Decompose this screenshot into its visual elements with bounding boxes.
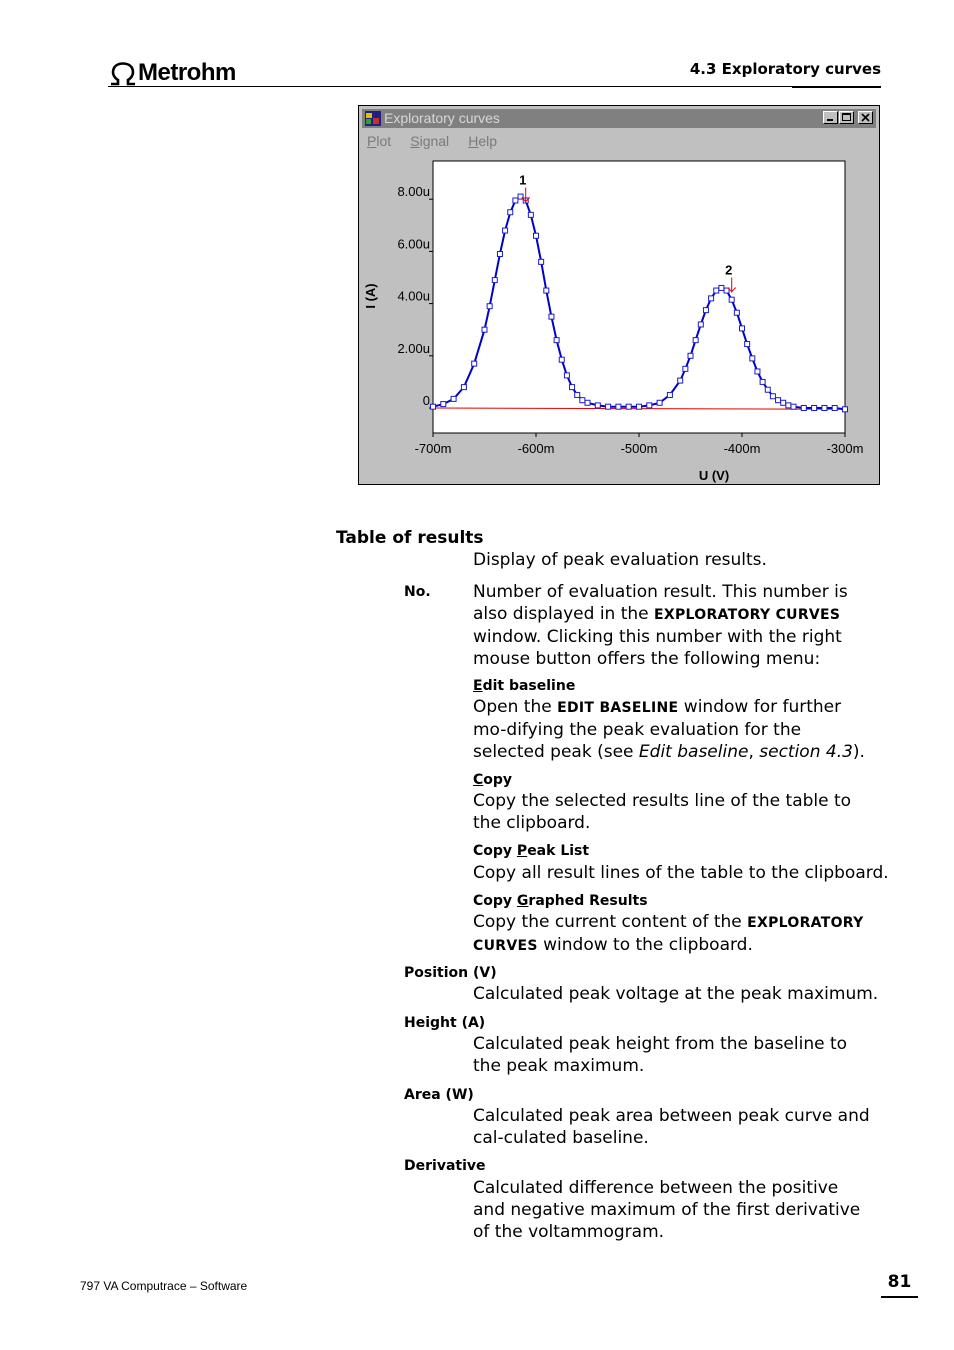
menu-signal[interactable]: Signal	[410, 133, 450, 149]
data-point-marker	[693, 338, 698, 343]
window-title: Exploratory curves	[384, 110, 500, 126]
data-point-marker	[776, 398, 781, 403]
x-tick-label: -700m	[414, 441, 452, 456]
menu-copy-graphed-description: Copy the current content of the EXPLORATORY CURVES window to the clipboard.	[473, 912, 864, 955]
running-header-section: 4.3 Exploratory curves	[689, 60, 881, 78]
y-tick-label: 6.00u	[397, 236, 430, 252]
data-point-marker	[513, 198, 518, 203]
data-point-marker	[637, 404, 642, 409]
peak-number-label[interactable]: 1	[519, 172, 527, 188]
y-axis-label: I (A)	[363, 283, 378, 309]
term-area-description: Calculated peak area between peak curve and cal-culated baseline.	[473, 1106, 870, 1148]
data-point-marker	[492, 278, 497, 283]
data-point-marker	[606, 404, 611, 409]
term-no-description: Number of evaluation result. This number is also displayed in the EXPLORATORY CURVES window. Clicking this number with the right mouse button offers the following menu:	[473, 582, 848, 669]
term-derivative: Derivative	[404, 1158, 486, 1174]
data-point-marker	[755, 369, 760, 374]
data-point-marker	[534, 233, 539, 238]
menu-edit-baseline-description: Open the EDIT BASELINE window for further mo-difying the peak evaluation for the selected peak (see Edit baseline, section 4.3).	[473, 697, 865, 762]
data-point-marker	[528, 212, 533, 217]
data-point-marker	[683, 366, 688, 371]
term-height-description: Calculated peak height from the baseline to the peak maximum.	[473, 1034, 848, 1076]
x-tick-label: -300m	[826, 441, 864, 456]
data-point-marker	[585, 400, 590, 405]
x-tick-label: -500m	[620, 441, 658, 456]
data-point-marker	[616, 404, 621, 409]
data-point-marker	[843, 407, 848, 412]
menu-copy-graphed-results: Copy Graphed Results	[473, 893, 648, 909]
data-point-marker	[564, 373, 569, 378]
data-point-marker	[678, 378, 683, 383]
data-point-marker	[508, 210, 513, 215]
menu-edit-baseline: Edit baseline	[473, 678, 576, 694]
plot-area	[433, 161, 845, 433]
data-point-marker	[703, 308, 708, 313]
data-point-marker	[791, 404, 796, 409]
header-rule	[108, 86, 881, 87]
data-point-marker	[750, 356, 755, 361]
menu-help[interactable]: Help	[468, 133, 498, 149]
data-point-marker	[765, 387, 770, 392]
footer-document-title: 797 VA Computrace – Software	[80, 1279, 248, 1293]
data-point-marker	[595, 403, 600, 408]
term-position: Position (V)	[404, 965, 497, 981]
data-point-marker	[626, 404, 631, 409]
term-position-description: Calculated peak voltage at the peak maximum.	[473, 984, 879, 1004]
data-point-marker	[580, 398, 585, 403]
header-rule-accent	[792, 86, 881, 88]
menu-copy-description: Copy the selected results line of the table to the clipboard.	[473, 791, 852, 833]
brand-name: Metrohm	[138, 59, 236, 86]
data-point-marker	[559, 357, 564, 362]
section-heading: Table of results	[336, 528, 484, 548]
data-point-marker	[575, 392, 580, 397]
data-point-marker	[729, 297, 734, 302]
data-point-marker	[719, 285, 724, 290]
y-tick-label: 8.00u	[397, 184, 430, 200]
page-number-rule	[881, 1296, 918, 1298]
data-point-marker	[441, 402, 446, 407]
term-no: No.	[404, 584, 431, 600]
data-point-marker	[822, 406, 827, 411]
data-point-marker	[451, 396, 456, 401]
data-point-marker	[781, 400, 786, 405]
data-point-marker	[503, 228, 508, 233]
data-point-marker	[549, 314, 554, 319]
exploratory-curve-plot[interactable]	[359, 106, 879, 484]
data-point-marker	[431, 404, 436, 409]
term-derivative-description: Calculated difference between the positive and negative maximum of the first derivative of the voltammogram.	[473, 1178, 861, 1242]
data-point-marker	[570, 385, 575, 390]
y-tick-label: 0	[422, 393, 430, 408]
data-point-marker	[487, 304, 492, 309]
menu-copy-peak-list-description: Copy all result lines of the table to the clipboard.	[473, 863, 889, 883]
data-point-marker	[760, 379, 765, 384]
data-point-marker	[714, 288, 719, 293]
menu-copy: Copy	[473, 772, 513, 788]
data-point-marker	[740, 326, 745, 331]
y-tick-label: 2.00u	[397, 340, 430, 356]
data-point-marker	[554, 338, 559, 343]
data-point-marker	[647, 403, 652, 408]
section-intro: Display of peak evaluation results.	[473, 550, 767, 570]
term-height: Height (A)	[404, 1015, 486, 1031]
x-tick-label: -400m	[723, 441, 761, 456]
page-number: 81	[887, 1272, 912, 1292]
data-point-marker	[544, 288, 549, 293]
menu-copy-peak-list: Copy Peak List	[473, 843, 590, 859]
data-point-marker	[461, 385, 466, 390]
data-point-marker	[801, 406, 806, 411]
data-point-marker	[709, 296, 714, 301]
data-point-marker	[497, 252, 502, 257]
data-point-marker	[745, 342, 750, 347]
data-point-marker	[832, 406, 837, 411]
data-point-marker	[812, 406, 817, 411]
menu-plot[interactable]: Plot	[367, 133, 392, 149]
data-point-marker	[472, 361, 477, 366]
x-axis-label: U (V)	[698, 468, 730, 483]
data-point-marker	[786, 403, 791, 408]
term-area: Area (W)	[404, 1087, 474, 1103]
peak-number-label[interactable]: 2	[725, 262, 733, 278]
data-point-marker	[688, 353, 693, 358]
data-point-marker	[667, 392, 672, 397]
data-point-marker	[734, 310, 739, 315]
omega-icon	[108, 59, 138, 87]
data-point-marker	[482, 327, 487, 332]
y-tick-label: 4.00u	[397, 288, 430, 304]
exploratory-curves-window	[358, 105, 880, 485]
metrohm-logo	[108, 58, 236, 88]
data-point-marker	[657, 400, 662, 405]
x-tick-label: -600m	[517, 441, 555, 456]
data-point-marker	[698, 322, 703, 327]
data-point-marker	[770, 394, 775, 399]
data-point-marker	[539, 259, 544, 264]
